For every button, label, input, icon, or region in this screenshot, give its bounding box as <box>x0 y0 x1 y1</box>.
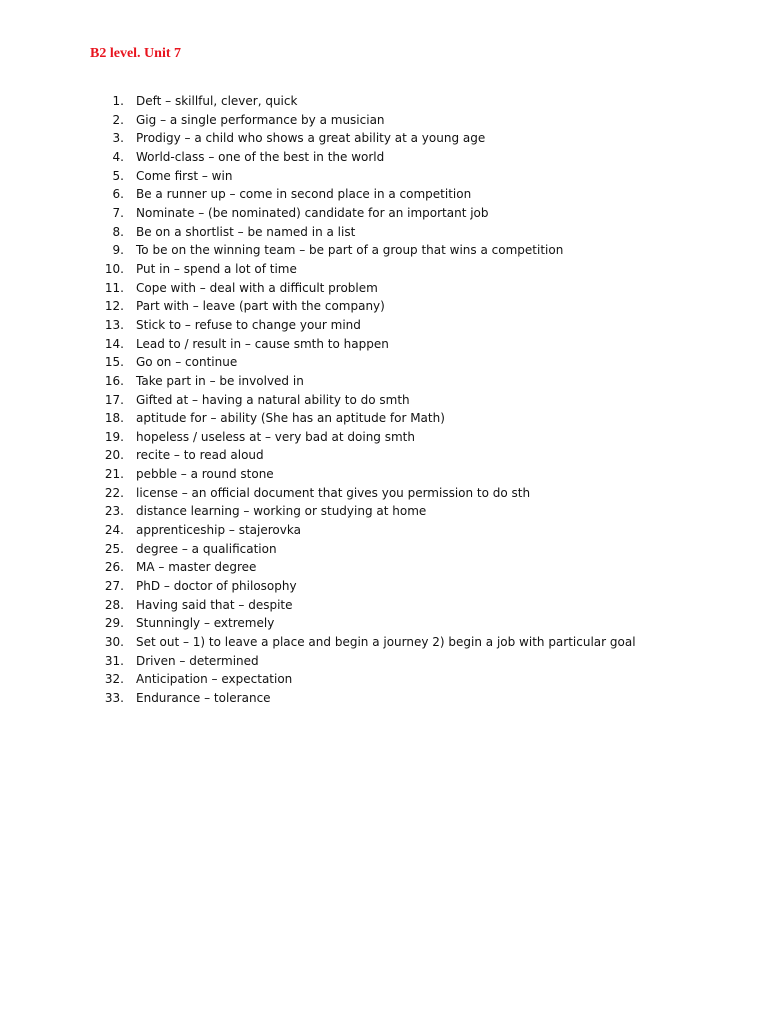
list-item-number: 16. <box>104 373 124 388</box>
list-item <box>100 670 740 689</box>
list-item-text: Having said that – despite <box>136 597 293 612</box>
list-item-text: recite – to read aloud <box>136 448 264 463</box>
list-item <box>100 129 740 148</box>
list-item <box>100 223 740 242</box>
list-item-number: 29. <box>104 616 124 631</box>
list-item-number: 9. <box>112 243 124 258</box>
list-item <box>100 484 740 503</box>
list-item <box>100 260 740 279</box>
list-item-number: 25. <box>104 541 124 556</box>
list-item-number: 23. <box>104 504 124 519</box>
list-item-text: Set out – 1) to leave a place and begin a journey 2) begin a job with particular goal <box>136 635 636 650</box>
list-item-text: Nominate – (be nominated) candidate for an important job <box>136 205 489 220</box>
list-item <box>100 465 740 484</box>
list-item-text: Cope with – deal with a difficult problem <box>136 280 378 295</box>
list-item-number: 13. <box>104 317 124 332</box>
list-item-number: 27. <box>104 579 124 594</box>
list-item <box>100 297 740 316</box>
list-item <box>100 167 740 186</box>
list-item-text: Deft – skillful, clever, quick <box>136 94 298 108</box>
list-item-text: Come first – win <box>136 168 233 183</box>
list-item <box>100 446 740 465</box>
list-item-number: 33. <box>104 691 124 705</box>
list-item <box>100 689 740 708</box>
list-item-text: Stunningly – extremely <box>136 616 275 631</box>
list-item-number: 30. <box>104 635 124 650</box>
list-item-text: PhD – doctor of philosophy <box>136 579 297 594</box>
list-item <box>100 241 740 260</box>
list-item-number: 8. <box>112 224 124 239</box>
list-item-number: 2. <box>112 112 124 127</box>
list-item-number: 15. <box>104 355 124 370</box>
list-item <box>100 409 740 428</box>
list-item-number: 24. <box>104 523 124 538</box>
list-item-text: MA – master degree <box>136 560 257 575</box>
list-item-number: 31. <box>104 653 124 668</box>
list-item-text: apprenticeship – stajerovka <box>136 523 301 538</box>
list-item <box>100 185 740 204</box>
list-item <box>100 633 740 652</box>
list-item-number: 10. <box>104 261 124 276</box>
list-item-number: 32. <box>104 672 124 687</box>
list-item-number: 26. <box>104 560 124 575</box>
list-item-text: Endurance – tolerance <box>136 691 271 705</box>
list-item-text: Be on a shortlist – be named in a list <box>136 224 356 239</box>
list-item-text: Put in – spend a lot of time <box>136 261 297 276</box>
list-item-text: Driven – determined <box>136 653 259 668</box>
list-item-text: Gifted at – having a natural ability to do smth <box>136 392 410 407</box>
list-item-text: Stick to – refuse to change your mind <box>136 317 361 332</box>
list-item <box>100 540 740 559</box>
list-item-number: 1. <box>112 94 124 108</box>
list-item-text: pebble – a round stone <box>136 467 274 482</box>
list-item <box>100 372 740 391</box>
list-item <box>100 577 740 596</box>
list-item-text: Gig – a single performance by a musician <box>136 112 385 127</box>
list-item-number: 18. <box>104 411 124 426</box>
list-item <box>100 596 740 615</box>
list-item-text: distance learning – working or studying at home <box>136 504 427 519</box>
list-item <box>100 279 740 298</box>
list-item <box>100 391 740 410</box>
list-item-number: 19. <box>104 429 124 444</box>
list-item-number: 7. <box>112 205 124 220</box>
list-item-text: degree – a qualification <box>136 541 277 556</box>
list-item-number: 12. <box>104 299 124 314</box>
list-item <box>100 521 740 540</box>
list-item-text: Go on – continue <box>136 355 238 370</box>
list-item <box>100 111 740 130</box>
list-item-number: 22. <box>104 485 124 500</box>
list-item-text: Anticipation – expectation <box>136 672 293 687</box>
list-item-number: 5. <box>112 168 124 183</box>
list-item <box>100 428 740 447</box>
list-item-text: Take part in – be involved in <box>136 373 304 388</box>
list-item-number: 17. <box>104 392 124 407</box>
list-item-number: 14. <box>104 336 124 351</box>
list-item-text: license – an official document that gives you permission to do sth <box>136 485 531 500</box>
list-item-text: World-class – one of the best in the world <box>136 149 385 164</box>
document-title: B2 level. Unit 7 <box>90 46 181 61</box>
list-item-number: 4. <box>112 149 124 164</box>
list-item <box>100 316 740 335</box>
list-item <box>100 614 740 633</box>
list-item-text: Part with – leave (part with the company) <box>136 299 385 314</box>
list-item-text: Lead to / result in – cause smth to happen <box>136 336 389 351</box>
list-item <box>100 335 740 354</box>
list-item-number: 3. <box>112 131 124 146</box>
list-item <box>100 652 740 671</box>
list-item-text: Prodigy – a child who shows a great ability at a young age <box>136 131 486 146</box>
list-item-number: 21. <box>104 467 124 482</box>
list-item <box>100 92 740 111</box>
vocabulary-list <box>100 92 740 708</box>
list-item <box>100 148 740 167</box>
list-item <box>100 558 740 577</box>
list-item <box>100 502 740 521</box>
list-item <box>100 204 740 223</box>
list-item-number: 28. <box>104 597 124 612</box>
list-item-number: 6. <box>112 187 124 202</box>
list-item-text: To be on the winning team – be part of a group that wins a competition <box>136 243 564 258</box>
list-item-text: aptitude for – ability (She has an aptitude for Math) <box>136 411 445 426</box>
list-item-number: 11. <box>104 280 124 295</box>
list-item-text: Be a runner up – come in second place in a competition <box>136 187 472 202</box>
list-item-number: 20. <box>104 448 124 463</box>
list-item <box>100 353 740 372</box>
list-item-text: hopeless / useless at – very bad at doing smth <box>136 429 415 444</box>
